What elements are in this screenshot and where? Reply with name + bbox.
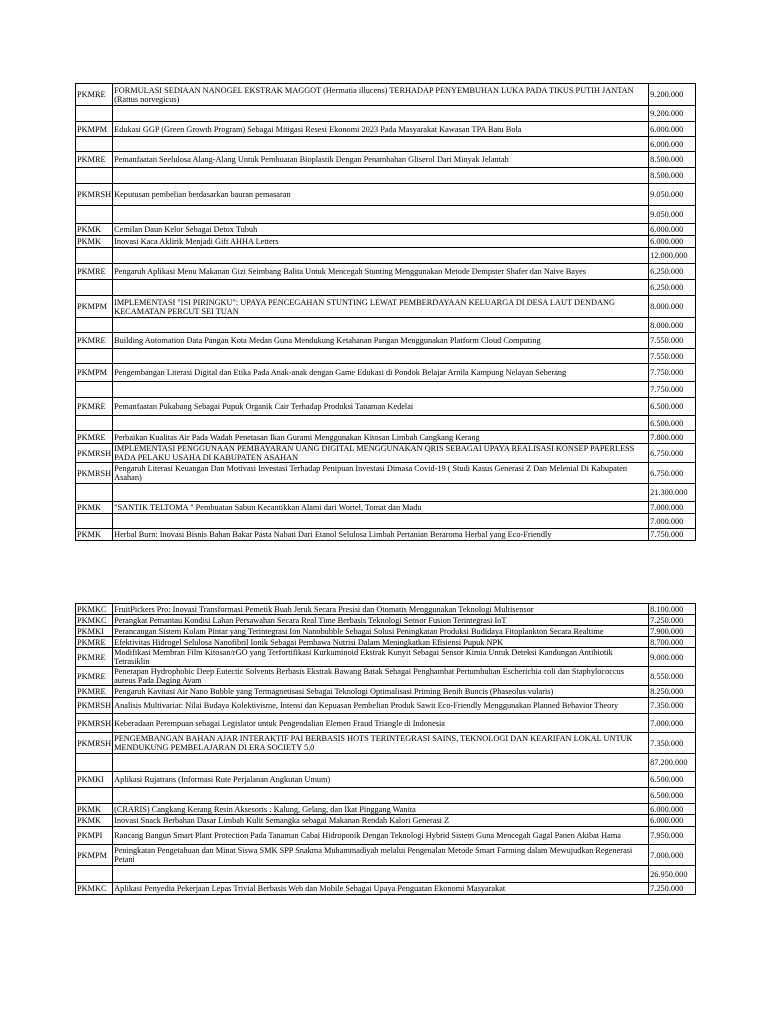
row-amount: 7.250.000 bbox=[649, 615, 696, 626]
table-row bbox=[76, 626, 696, 637]
row-amount: 7.800.000 bbox=[649, 431, 696, 444]
row-amount: 7.000.000 bbox=[649, 502, 696, 514]
row-amount: 8.250.000 bbox=[649, 686, 696, 698]
row-code: PKMKC bbox=[76, 883, 113, 895]
row-amount: 26.950.000 bbox=[649, 866, 696, 883]
row-amount: 6.000.000 bbox=[649, 815, 696, 827]
table-row bbox=[76, 883, 696, 895]
table-row bbox=[76, 615, 696, 626]
row-code: PKMKI bbox=[76, 772, 113, 788]
row-amount: 12.000.000 bbox=[649, 248, 696, 264]
table-row bbox=[76, 733, 696, 754]
row-code bbox=[76, 416, 113, 431]
row-title bbox=[113, 280, 649, 296]
row-title: Aplikasi Rujatrans (Informasi Rute Perjalanan Angkutan Umum) bbox=[113, 772, 649, 788]
row-code bbox=[76, 754, 113, 772]
row-code: PKMRSH bbox=[76, 184, 113, 206]
row-title: (CRARIS) Cangkang Kerang Resin Aksesoris : Kalung, Gelang, dan Ikat Pinggang Wanita bbox=[113, 804, 649, 815]
table-row bbox=[76, 827, 696, 845]
table-row bbox=[76, 398, 696, 416]
row-title: Pengaruh Kavitasi Air Nano Bubble yang Termagnetisasi Sebagai Teknologi Optimalisasi Priming Benih Buncis (Phaseolus vularis) bbox=[113, 686, 649, 698]
row-amount: 8.550.000 bbox=[649, 667, 696, 686]
row-title bbox=[113, 866, 649, 883]
row-title: Building Automation Data Pangan Kota Medan Guna Mendukung Ketahanan Pangan Menggunakan Platform Cloud Computing bbox=[113, 333, 649, 349]
row-code: PKMK bbox=[76, 236, 113, 248]
table-row bbox=[76, 772, 696, 788]
table-row bbox=[76, 648, 696, 667]
row-amount: 7.900.000 bbox=[649, 626, 696, 637]
row-amount: 7.750.000 bbox=[649, 382, 696, 398]
row-code: PKMK bbox=[76, 804, 113, 815]
row-title: Inovasi Snack Berbahan Dasar Limbah Kulit Semangka sebagai Makanan Rendah Kalori Generasi Z bbox=[113, 815, 649, 827]
table-row bbox=[76, 788, 696, 804]
row-code: PKMPM bbox=[76, 364, 113, 382]
row-title: "SANTIK TELTOMA " Pembuatan Sabun Kecantikkan Alami dari Wortel, Tomat dan Madu bbox=[113, 502, 649, 514]
row-title: Inovasi Kaca Aklirik Menjadi Gift AHHA Letters bbox=[113, 236, 649, 248]
row-code: PKMKC bbox=[76, 604, 113, 615]
table-row bbox=[76, 248, 696, 264]
row-amount: 6.500.000 bbox=[649, 416, 696, 431]
row-amount: 7.750.000 bbox=[649, 529, 696, 541]
row-amount: 6.000.000 bbox=[649, 122, 696, 137]
table-row bbox=[76, 754, 696, 772]
row-title: Peningkatan Pengetahuan dan Minat Siswa SMK SPP Snakma Muhammadiyah melalui Pengenalan Metode Smart Farming dalam Mewujudkan Regenerasi Petani bbox=[113, 845, 649, 866]
table-row bbox=[76, 804, 696, 815]
row-code: PKMPM bbox=[76, 296, 113, 318]
table-row bbox=[76, 364, 696, 382]
row-code: PKMRSH bbox=[76, 463, 113, 484]
row-code: PKMRE bbox=[76, 637, 113, 648]
row-amount: 21.300.000 bbox=[649, 484, 696, 502]
row-amount: 8.000.000 bbox=[649, 318, 696, 333]
row-code bbox=[76, 514, 113, 529]
row-title: PENGEMBANGAN BAHAN AJAR INTERAKTIF PAI BERBASIS HOTS TERINTEGRASI SAINS, TEKNOLOGI DAN KEARIFAN LOKAL UNTUK MENDUKUNG PEMBELAJARAN DI ERA SOCIETY 5.0 bbox=[113, 733, 649, 754]
row-amount: 8.500.000 bbox=[649, 152, 696, 168]
table-row bbox=[76, 84, 696, 106]
row-code bbox=[76, 106, 113, 122]
table-row bbox=[76, 333, 696, 349]
row-title bbox=[113, 349, 649, 364]
row-amount: 7.950.000 bbox=[649, 827, 696, 845]
table-row bbox=[76, 184, 696, 206]
row-amount: 87.200.000 bbox=[649, 754, 696, 772]
row-amount: 7.550.000 bbox=[649, 349, 696, 364]
row-title: Efektivitas Hidrogel Selulosa Nanofibril Ionik Sebagai Pembawa Nutrisi Dalam Meningkatkan Efisiensi Pupuk NPK bbox=[113, 637, 649, 648]
row-amount: 7.000.000 bbox=[649, 514, 696, 529]
row-title bbox=[113, 137, 649, 152]
row-title: Rancang Bangun Smart Plant Protection Pada Tanaman Cabai Hidroponik Dengan Teknologi Hybrid Sistem Guna Mencegah Gagal Panen Akibat Hama bbox=[113, 827, 649, 845]
row-amount: 8.500.000 bbox=[649, 168, 696, 184]
row-title: Aplikasi Penyedia Pekerjaan Lepas Trivial Berbasis Web dan Mobile Sebagai Upaya Penguatan Ekonomi Masyarakat bbox=[113, 883, 649, 895]
row-amount: 9.200.000 bbox=[649, 84, 696, 106]
table-row bbox=[76, 122, 696, 137]
row-title: FruitPickers Pro: Inovasi Transformasi Pemetik Buah Jeruk Secara Presisi dan Otomatis Menggunakan Teknologi Multisensor bbox=[113, 604, 649, 615]
table-row bbox=[76, 667, 696, 686]
row-title: Perangkat Pemantau Kondisi Lahan Persawahan Secara Real Time Berbasis Teknologi Sensor Fusion Terintegrasi IoT bbox=[113, 615, 649, 626]
table-row bbox=[76, 416, 696, 431]
row-code: PKMK bbox=[76, 502, 113, 514]
table-row bbox=[76, 168, 696, 184]
table-row bbox=[76, 815, 696, 827]
row-code bbox=[76, 318, 113, 333]
table-row bbox=[76, 106, 696, 122]
table-row bbox=[76, 137, 696, 152]
table-row bbox=[76, 484, 696, 502]
row-code bbox=[76, 788, 113, 804]
table-row bbox=[76, 637, 696, 648]
row-code: PKMRSH bbox=[76, 698, 113, 714]
table-row bbox=[76, 502, 696, 514]
row-amount: 9.050.000 bbox=[649, 206, 696, 224]
row-title: Pengaruh Literasi Keuangan Dan Motivasi Investasi Terhadap Penipuan Investasi Dimasa Covid-19 ( Studi Kasus Generasi Z Dan Melenial Di Kabupaten Asahan) bbox=[113, 463, 649, 484]
row-code: PKMRE bbox=[76, 264, 113, 280]
row-amount: 6.000.000 bbox=[649, 137, 696, 152]
row-title bbox=[113, 248, 649, 264]
table-row bbox=[76, 280, 696, 296]
row-code: PKMRE bbox=[76, 84, 113, 106]
row-code bbox=[76, 866, 113, 883]
row-amount: 9.050.000 bbox=[649, 184, 696, 206]
table-row bbox=[76, 431, 696, 444]
row-amount: 7.350.000 bbox=[649, 733, 696, 754]
row-title: Perbaikan Kualitas Air Pada Wadah Penetasan Ikan Gurami Menggunakan Kitosan Limbah Cangkang Kerang bbox=[113, 431, 649, 444]
row-code bbox=[76, 280, 113, 296]
row-code: PKMRE bbox=[76, 667, 113, 686]
row-title: IMPLEMENTASI "ISI PIRINGKU": UPAYA PENCEGAHAN STUNTING LEWAT PEMBERDAYAAN KELUARGA DI DESA LAUT DENDANG KECAMATAN PERCUT SEI TUAN bbox=[113, 296, 649, 318]
table-row bbox=[76, 686, 696, 698]
table-row bbox=[76, 349, 696, 364]
row-code: PKMPM bbox=[76, 845, 113, 866]
table-row bbox=[76, 866, 696, 883]
table-row bbox=[76, 206, 696, 224]
row-title bbox=[113, 788, 649, 804]
row-title bbox=[113, 168, 649, 184]
row-title: Pengaruh Aplikasi Menu Makanan Gizi Seimbang Balita Untuk Mencegah Stunting Menggunakan Metode Dempster Shafer dan Naive Bayes bbox=[113, 264, 649, 280]
row-amount: 6.000.000 bbox=[649, 236, 696, 248]
funding-table-1 bbox=[75, 83, 696, 541]
row-code: PKMKC bbox=[76, 615, 113, 626]
row-title: Pemanfaatan Seelulosa Alang-Alang Untuk Pembuatan Bioplastik Dengan Penambahan Gliserol Dari Minyak Jelantah bbox=[113, 152, 649, 168]
row-code: PKMRE bbox=[76, 333, 113, 349]
row-title bbox=[113, 206, 649, 224]
row-amount: 9.200.000 bbox=[649, 106, 696, 122]
row-title: FORMULASI SEDIAAN NANOGEL EKSTRAK MAGGOT (Hermatia illucens) TERHADAP PENYEMBUHAN LUKA PADA TIKUS PUTIH JANTAN (Rattus norvegicus) bbox=[113, 84, 649, 106]
row-amount: 7.550.000 bbox=[649, 333, 696, 349]
row-title: Keputusan pembelian berdasarkan bauran pemasaran bbox=[113, 184, 649, 206]
row-code: PKMRSH bbox=[76, 733, 113, 754]
row-title: Pemanfaatan Pukabang Sebagai Pupuk Organik Cair Terhadap Produksi Tanaman Kedelai bbox=[113, 398, 649, 416]
row-amount: 6.250.000 bbox=[649, 264, 696, 280]
row-title bbox=[113, 318, 649, 333]
row-code: PKMRSH bbox=[76, 444, 113, 463]
row-code: PKMK bbox=[76, 815, 113, 827]
row-code: PKMRE bbox=[76, 152, 113, 168]
funding-table-2 bbox=[75, 603, 696, 895]
table-row bbox=[76, 236, 696, 248]
table-row bbox=[76, 318, 696, 333]
row-code: PKMK bbox=[76, 529, 113, 541]
row-amount: 7.350.000 bbox=[649, 698, 696, 714]
row-amount: 8.100.000 bbox=[649, 604, 696, 615]
table-row bbox=[76, 224, 696, 236]
table-row bbox=[76, 444, 696, 463]
row-code bbox=[76, 137, 113, 152]
row-title bbox=[113, 514, 649, 529]
row-code bbox=[76, 248, 113, 264]
row-code: PKMRE bbox=[76, 398, 113, 416]
row-amount: 7.000.000 bbox=[649, 845, 696, 866]
row-amount: 7.750.000 bbox=[649, 364, 696, 382]
row-amount: 8.700.000 bbox=[649, 637, 696, 648]
row-code bbox=[76, 484, 113, 502]
row-title: Herbal Burn: Inovasi Bisnis Bahan Bakar Pasta Nabati Dari Etanol Selulosa Limbah Pertanian Beraroma Herbal yang Eco-Friendly bbox=[113, 529, 649, 541]
row-code: PKMRE bbox=[76, 686, 113, 698]
row-title: Keberadaan Perempuan sebagai Legislator untuk Pengendalian Elemen Fraud Triangle di Indonesia bbox=[113, 714, 649, 733]
row-title: Cemilan Daun Kelor Sebagai Detox Tubuh bbox=[113, 224, 649, 236]
row-title bbox=[113, 106, 649, 122]
table-row bbox=[76, 514, 696, 529]
row-code: PKMRSH bbox=[76, 714, 113, 733]
row-title: Edukasi GGP (Green Growth Program) Sebagai Mitigasi Resesi Ekonomi 2023 Pada Masyarakat Kawasan TPA Batu Bola bbox=[113, 122, 649, 137]
row-title: Perancangan Sistem Kolam Pintar yang Terintegrasi Ion Nanobubble Sebagai Solusi Peningkatan Produksi Budidaya Fitoplankton Secara Realtime bbox=[113, 626, 649, 637]
table-row bbox=[76, 698, 696, 714]
row-code: PKMRE bbox=[76, 431, 113, 444]
row-title: Pengembangan Literasi Digital dan Etika Pada Anak-anak dengan Game Edukasi di Pondok Belajar Arnila Kampung Nelayan Seberang bbox=[113, 364, 649, 382]
row-amount: 6.500.000 bbox=[649, 772, 696, 788]
row-amount: 7.000.000 bbox=[649, 714, 696, 733]
row-amount: 6.500.000 bbox=[649, 398, 696, 416]
table-row bbox=[76, 714, 696, 733]
row-amount: 8.000.000 bbox=[649, 296, 696, 318]
table-row bbox=[76, 152, 696, 168]
table-row bbox=[76, 463, 696, 484]
table-row bbox=[76, 382, 696, 398]
row-title: Analisis Multivariat: Nilai Budaya Kolektivisme, Intensi dan Kepuasan Pembelian Produk Sawit Eco-Friendly Menggunakan Planned Behavior Theory bbox=[113, 698, 649, 714]
row-code: PKMPI bbox=[76, 827, 113, 845]
row-amount: 6.750.000 bbox=[649, 444, 696, 463]
table-row bbox=[76, 845, 696, 866]
table-row bbox=[76, 296, 696, 318]
row-amount: 6.500.000 bbox=[649, 788, 696, 804]
row-code: PKMK bbox=[76, 224, 113, 236]
row-amount: 6.750.000 bbox=[649, 463, 696, 484]
table-row bbox=[76, 264, 696, 280]
row-code bbox=[76, 349, 113, 364]
row-amount: 7.250.000 bbox=[649, 883, 696, 895]
row-title bbox=[113, 754, 649, 772]
row-code bbox=[76, 206, 113, 224]
row-amount: 6.250.000 bbox=[649, 280, 696, 296]
row-code bbox=[76, 382, 113, 398]
row-amount: 6.000.000 bbox=[649, 224, 696, 236]
row-title bbox=[113, 484, 649, 502]
row-title: Modifikasi Membran Film Kitosan/rGO yang Terfortifikasi Kurkuminoid Ekstrak Kunyit Sebagai Sensor Kimia Untuk Deteksi Kandungan Antibiotik Tetrasiklin bbox=[113, 648, 649, 667]
row-amount: 6.000.000 bbox=[649, 804, 696, 815]
row-code: PKMKI bbox=[76, 626, 113, 637]
row-title bbox=[113, 416, 649, 431]
row-code bbox=[76, 168, 113, 184]
row-title bbox=[113, 382, 649, 398]
row-amount: 9.000.000 bbox=[649, 648, 696, 667]
table-row bbox=[76, 604, 696, 615]
row-title: Penerapan Hydrophobic Deep Eutectic Solvents Berbasis Ekstrak Bawang Batak Sebagai Penghambat Pertumbuhan Escherichia coli dan Staphylococcus aureus Pada Daging Ayam bbox=[113, 667, 649, 686]
row-code: PKMRE bbox=[76, 648, 113, 667]
row-code: PKMPM bbox=[76, 122, 113, 137]
row-title: IMPLEMENTASI PENGGUNAAN PEMBAYARAN UANG DIGITAL MENGGUNAKAN QRIS SEBAGAI UPAYA REALISASI KONSEP PAPERLESS PADA PELAKU USAHA DI KABUPATEN ASAHAN bbox=[113, 444, 649, 463]
table-row bbox=[76, 529, 696, 541]
